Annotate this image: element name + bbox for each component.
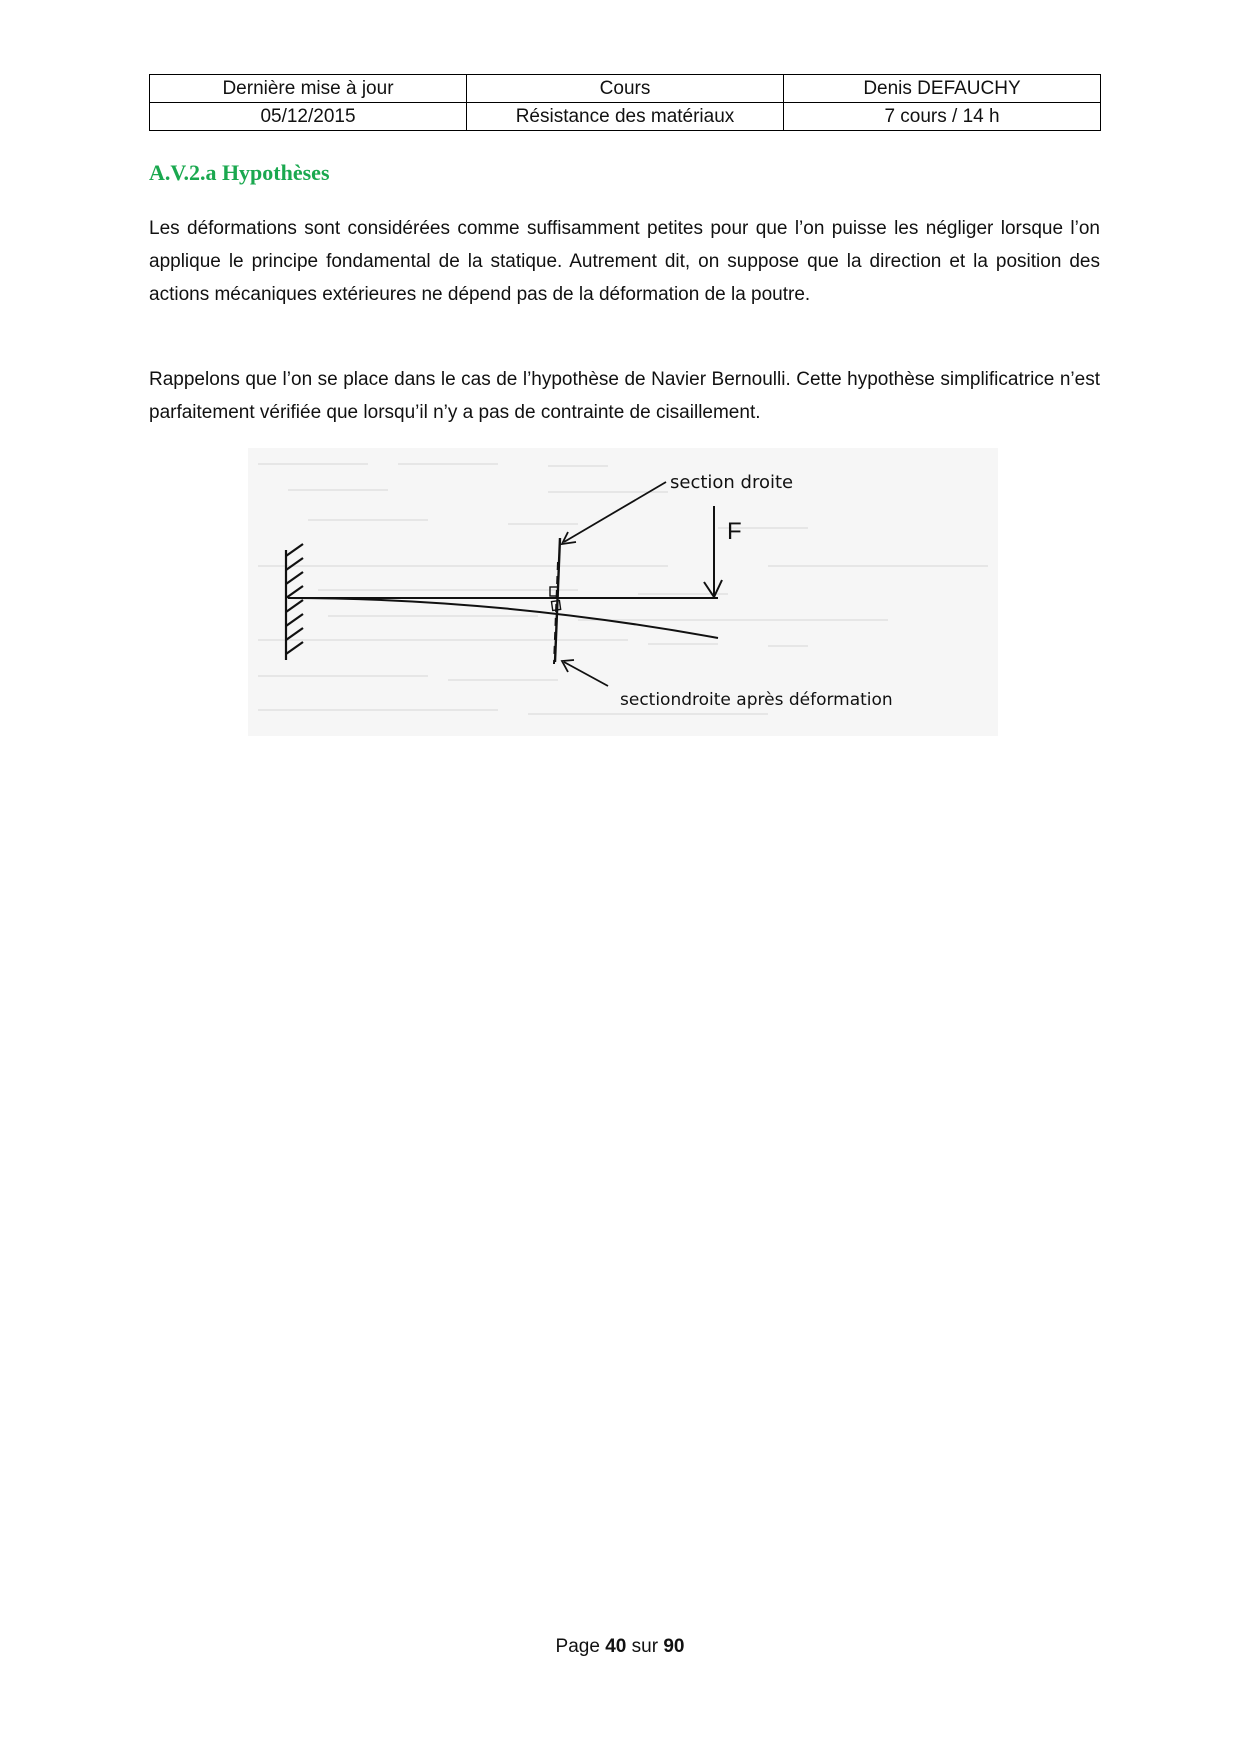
beam-sketch — [248, 448, 998, 736]
header-date: 05/12/2015 — [150, 103, 467, 131]
section-title: A.V.2.a Hypothèses — [149, 160, 330, 185]
header-type-label: Cours — [467, 75, 784, 103]
header-row-2 — [150, 103, 1101, 131]
force-label: F — [727, 518, 742, 545]
after-deformation-label: sectiondroite après déformation — [620, 690, 893, 710]
header-table — [149, 74, 1101, 131]
footer-total-pages: 90 — [663, 1636, 685, 1657]
paragraph-deformations: Les déformations sont considérées comme suffisamment petites pour que l’on puisse les négliger lorsque l’on applique le principe fondamental de la statique. Autrement dit, on suppose que la direction et la position des actions mécaniques extérieures ne dépend pas de la déformation de la poutre. — [149, 218, 1100, 305]
page-footer — [0, 1636, 1240, 1658]
paragraph-navier-bernoulli: Rappelons que l’on se place dans le cas de l’hypothèse de Navier Bernoulli. Cette hypothèse simplificatrice n’est parfaitement vérifiée que lorsqu’il n’y a pas de contrainte de cisaillement. — [149, 369, 1100, 423]
footer-page-prefix: Page — [555, 1636, 600, 1657]
header-course-title: Résistance des matériaux — [467, 103, 784, 131]
header-row-1 — [150, 75, 1101, 103]
beam-deformation-figure — [248, 448, 998, 736]
header-author: Denis DEFAUCHY — [784, 75, 1101, 103]
header-last-update-label: Dernière mise à jour — [150, 75, 467, 103]
footer-current-page: 40 — [605, 1636, 627, 1657]
header-duration: 7 cours / 14 h — [784, 103, 1101, 131]
section-label: section droite — [670, 472, 794, 493]
footer-sur: sur — [631, 1636, 659, 1657]
